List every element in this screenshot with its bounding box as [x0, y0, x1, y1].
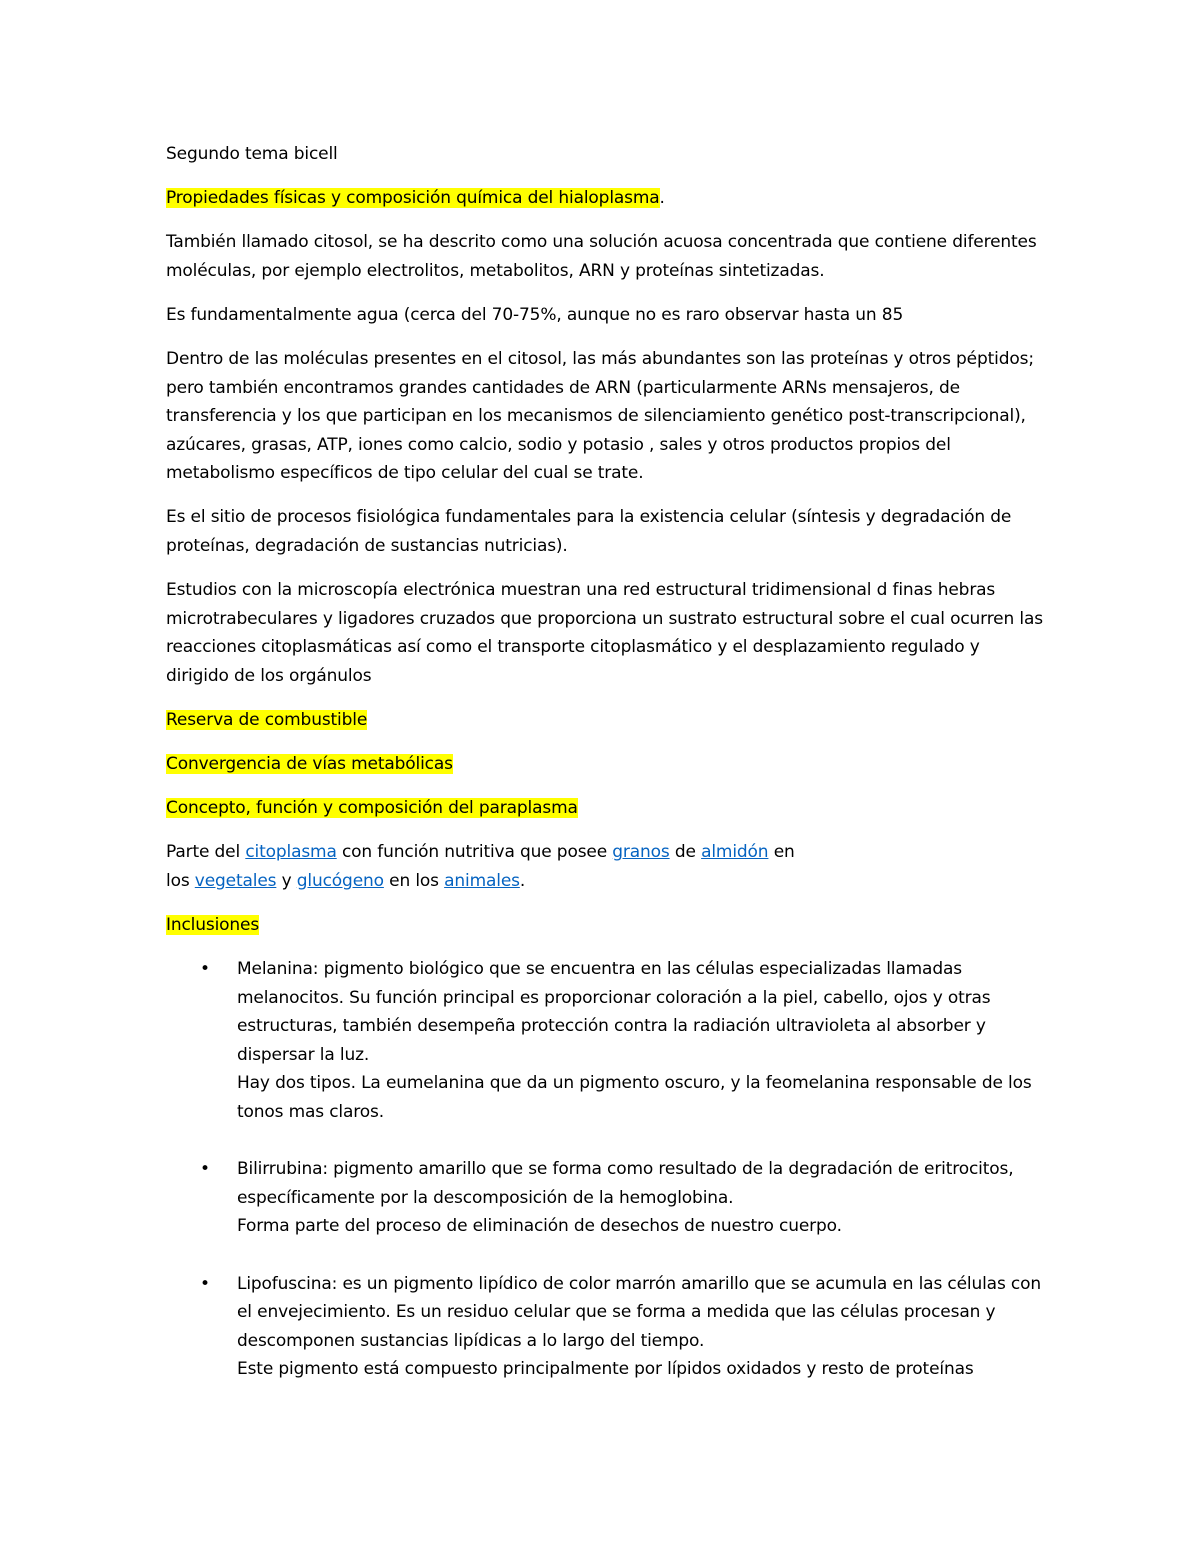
heading-convergencia-text: Convergencia de vías metabólicas [166, 754, 453, 775]
heading-hialoplasma-period: . [659, 188, 665, 209]
link-vegetales[interactable]: vegetales [194, 870, 277, 891]
bullet-icon: • [200, 1159, 210, 1180]
link-granos[interactable]: granos [612, 842, 670, 863]
heading-reserva-text: Reserva de combustible [166, 710, 368, 730]
list-item-extra: Este pigmento está compuesto principalmente por lípidos oxidados y resto de proteínas [237, 1359, 974, 1380]
paragraph-estudios: Estudios con la microscopía electrónica muestran una red estructural tridimensional d finas hebras microtrabeculares y ligadores cruzados que proporciona un sustrato estructural sobre el cual ocurren las reacciones citoplasmáticas así como el transporte citoplasmático y el desplazamiento regulado y dirigido de los orgánulos [166, 580, 1043, 686]
paraplasma-text: los [166, 870, 195, 891]
list-item-melanina [166, 955, 1046, 1127]
heading-paraplasma [166, 794, 1046, 823]
heading-inclusiones-text: Inclusiones [166, 914, 260, 935]
paragraph-citosol: También llamado citosol, se ha descrito como una solución acuosa concentrada que contiene diferentes moléculas, por ejemplo electrolitos, metabolitos, ARN y proteínas sintetizadas. [166, 232, 1037, 281]
paraplasma-text: Parte del [166, 842, 246, 863]
paragraph-agua: Es fundamentalmente agua (cerca del 70-75%, aunque no es raro observar hasta un 85 [166, 304, 904, 325]
paraplasma-text: y [276, 870, 297, 891]
heading-hialoplasma-text: Propiedades físicas y composición química del hialoplasma [166, 188, 660, 209]
paraplasma-text: de [669, 842, 702, 863]
link-glucogeno[interactable]: glucógeno [296, 870, 384, 891]
bullet-icon: • [200, 1273, 210, 1294]
inclusiones-list [166, 955, 1046, 1384]
document-page [166, 140, 1046, 1413]
paragraph-paraplasma [166, 838, 1046, 895]
paragraph-sitio: Es el sitio de procesos fisiológica fundamentales para la existencia celular (síntesis y degradación de proteínas, degradación de sustancias nutricias). [166, 507, 1012, 557]
link-animales[interactable]: animales [444, 870, 520, 891]
paraplasma-text: . [519, 870, 526, 891]
list-item-text: Bilirrubina: pigmento amarillo que se forma como resultado de la degradación de eritrocitos, específicamente por la descomposición de la hemoglobina. [237, 1159, 1014, 1208]
list-item-extra: Forma parte del proceso de eliminación de desechos de nuestro cuerpo. [237, 1216, 842, 1237]
list-item-bilirrubina [166, 1155, 1046, 1241]
list-item-text: Melanina: pigmento biológico que se encuentra en las células especializadas llamadas melanocitos. Su función principal es proporcionar coloración a la piel, cabello, ojos y otras estructuras, también desempeña protección contra la radiación ultravioleta al absorber y dispersar la luz. [237, 959, 991, 1065]
paraplasma-line-1 [166, 838, 1046, 867]
link-citoplasma[interactable]: citoplasma [245, 842, 337, 863]
paraplasma-text: en [768, 842, 795, 863]
paragraph-moleculas: Dentro de las moléculas presentes en el citosol, las más abundantes son las proteínas y otros péptidos; pero también encontramos grandes cantidades de ARN (particularmente ARNs mensajeros, de transferencia y los que participan en los mecanismos de silenciamiento genético post-transcripcional), azúcares, grasas, ATP, iones como calcio, sodio y potasio , sales y otros productos propios del metabolismo específicos de tipo celular del cual se trate. [166, 348, 1034, 484]
heading-reserva [166, 706, 1046, 735]
list-item-extra: Hay dos tipos. La eumelanina que da un pigmento oscuro, y la feomelanina responsable de los tonos mas claros. [237, 1073, 1032, 1123]
heading-paraplasma-text: Concepto, función y composición del paraplasma [166, 798, 578, 819]
list-item-text: Lipofuscina: es un pigmento lipídico de color marrón amarillo que se acumula en las células con el envejecimiento. Es un residuo celular que se forma a medida que las células procesan y descomponen sustancias lipídicas a lo largo del tiempo. [237, 1273, 1041, 1351]
paraplasma-line-2 [166, 867, 1046, 896]
document-title: Segundo tema bicell [166, 144, 338, 164]
bullet-icon: • [200, 959, 210, 980]
list-item-lipofuscina [166, 1270, 1046, 1384]
paraplasma-text: en los [383, 870, 445, 891]
heading-convergencia [166, 750, 1046, 779]
heading-inclusiones [166, 911, 1046, 940]
heading-hialoplasma [166, 184, 1046, 213]
paraplasma-text: con función nutritiva que posee [336, 842, 613, 863]
link-almidon[interactable]: almidón [701, 842, 769, 863]
